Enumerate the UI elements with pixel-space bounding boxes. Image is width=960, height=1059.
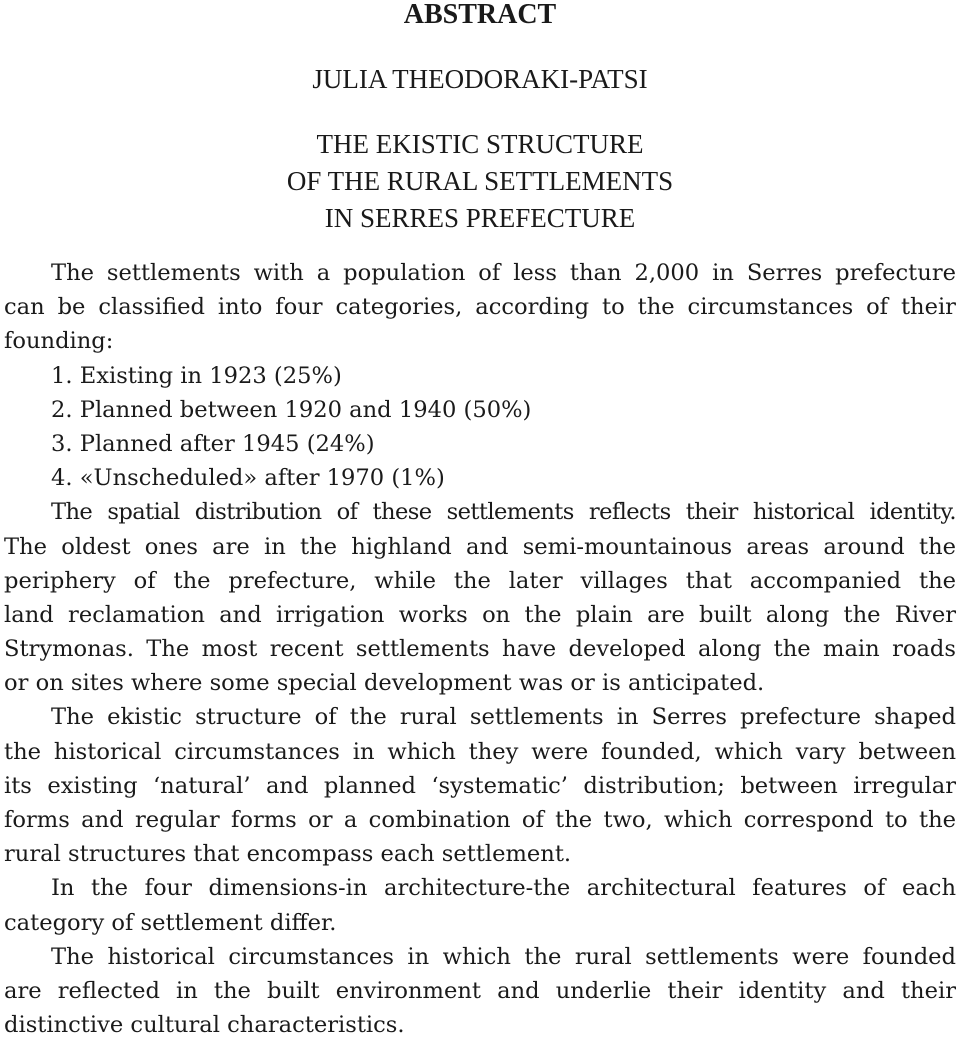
paragraph-dimensions: [4, 871, 956, 939]
text-line: its existing ‘natural’ and planned ‘systematic’ distribution; between irregular: [4, 772, 956, 799]
list-item: 3. Planned after 1945 (24%): [51, 430, 375, 457]
text-line: or on sites where some special development was or is anticipated.: [4, 670, 765, 697]
text-line: land reclamation and irrigation works on the plain are built along the River: [4, 601, 956, 628]
list-item: 1. Existing in 1923 (25%): [51, 362, 342, 389]
intro-paragraph: [4, 256, 956, 359]
text-line: The historical circumstances in which the rural settlements were founded: [51, 943, 956, 970]
text-line: the historical circumstances in which they were founded, which vary between: [4, 738, 956, 765]
author-name: JULIA THEODORAKI-PATSI: [312, 64, 648, 94]
text-line: category of settlement differ.: [4, 909, 337, 936]
text-line: periphery of the prefecture, while the later villages that accompanied the: [4, 567, 956, 594]
text-line: In the four dimensions-in architecture-the architectural features of each: [51, 875, 956, 902]
section-label: ABSTRACT: [403, 0, 557, 30]
text-line: The oldest ones are in the highland and semi-mountainous areas around the: [4, 533, 956, 560]
text-line: can be classified into four categories, according to the circumstances of their: [4, 294, 956, 321]
category-list: [4, 359, 956, 496]
text-line: are reflected in the built environment and underlie their identity and their: [4, 977, 956, 1004]
text-line: forms and regular forms or a combination of the two, which correspond to the: [4, 807, 956, 833]
abstract-body: [4, 256, 956, 1042]
text-line: Strymonas. The most recent settlements have developed along the main roads: [4, 636, 956, 663]
paper-title-line: OF THE RURAL SETTLEMENTS: [286, 166, 674, 196]
text-line: The spatial distribution of these settlements reflects their historical identity.: [51, 499, 956, 526]
paragraph-ekistic-structure: [4, 700, 956, 871]
text-line: distinctive cultural characteristics.: [4, 1012, 405, 1039]
list-item: 4. «Unscheduled» after 1970 (1%): [51, 465, 445, 492]
paragraph-distribution: [4, 495, 956, 700]
text-line: The ekistic structure of the rural settlements in Serres prefecture shaped: [51, 704, 956, 731]
paper-title-line: IN SERRES PREFECTURE: [324, 203, 636, 233]
paragraph-conclusion: [4, 940, 956, 1043]
text-line: rural structures that encompass each settlement.: [4, 841, 572, 868]
text-line: founding:: [4, 328, 114, 355]
paper-title: [4, 126, 956, 237]
text-line: The settlements with a population of less than 2,000 in Serres prefecture: [51, 260, 956, 286]
paper-title-line: THE EKISTIC STRUCTURE: [316, 129, 644, 159]
list-item: 2. Planned between 1920 and 1940 (50%): [51, 396, 532, 423]
